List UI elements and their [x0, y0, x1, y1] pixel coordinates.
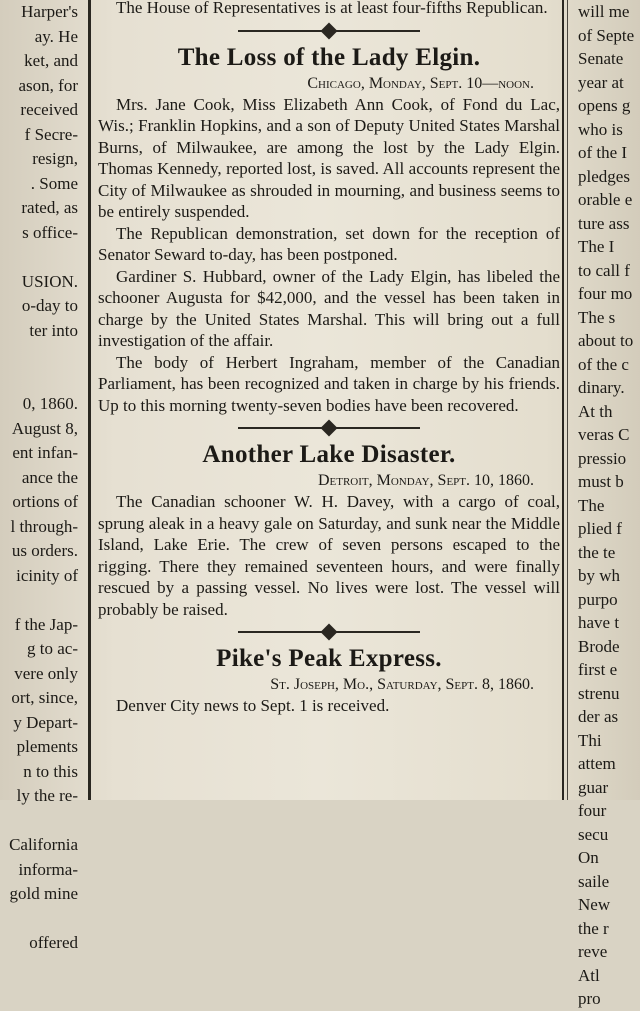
article-paragraph: The Canadian schooner W. H. Davey, with a cargo of coal, sprung aleak in a heavy gale on Saturday, and sunk near the Middle Island, Lake Erie. The crew of seven persons escaped to the rigging. There they remained seventeen hours, and were finally rescued by a passing vessel. No lives were lost. The vessel will probably be raised.: [98, 492, 560, 619]
column-text-line: o-day to: [21, 296, 78, 315]
column-text-line: ter into: [29, 320, 78, 340]
column-text-line: ason, for: [18, 75, 78, 95]
column-rule-right: [562, 0, 564, 800]
column-text-line: to call f: [578, 260, 630, 280]
column-text-line: four: [578, 801, 607, 820]
column-text-line: pledges: [578, 166, 630, 186]
column-text-line: ay. He: [34, 26, 78, 46]
column-text-line: plements: [16, 737, 78, 756]
column-text-line: strenu: [578, 683, 620, 703]
column-text-line: The s: [578, 307, 616, 327]
article-headline-lake-disaster: Another Lake Disaster.: [202, 441, 456, 468]
column-text-line: reve: [578, 942, 608, 961]
column-text-line: [0, 907, 82, 932]
column-text-line: secu: [578, 824, 609, 844]
column-text-line: attem: [578, 754, 616, 773]
column-text-line: [0, 368, 82, 393]
column-text-line: At th: [578, 401, 613, 421]
column-text-line: vere only: [14, 663, 78, 683]
column-text-line: guar: [578, 777, 609, 797]
column-text-line: first e: [578, 660, 618, 679]
column-text-line: y Depart-: [13, 712, 78, 732]
column-text-line: of Septe: [578, 25, 635, 45]
column-text-line: ket, and: [24, 51, 78, 70]
column-text-line: of the I: [578, 143, 628, 162]
column-text-line: [0, 343, 82, 368]
column-text-line: pro: [578, 989, 601, 1008]
column-text-line: ortions of: [12, 492, 78, 511]
article-dateline-detroit: Detroit, Monday, Sept. 10, 1860.: [317, 472, 534, 489]
column-text-line: The: [578, 495, 605, 515]
column-text-line: der as: [578, 707, 619, 726]
column-text-line: s office-: [22, 222, 78, 242]
column-text-line: l through-: [10, 516, 78, 536]
column-text-line: ance the: [21, 467, 78, 487]
column-text-line: rated, as: [21, 198, 78, 217]
left-column: [0, 0, 82, 952]
column-text-line: Thi: [578, 730, 602, 750]
column-text-line: f Secre-: [24, 124, 78, 144]
right-column: [574, 0, 640, 1008]
column-text-line: pressio: [578, 448, 627, 468]
column-text-line: Atl: [578, 965, 600, 985]
column-text-line: saile: [578, 871, 610, 891]
article-paragraph: The Republican demonstration, set down for the reception of Senator Seward to-day, has been postponed.: [98, 223, 560, 264]
column-text-line: have t: [578, 613, 620, 632]
article-dateline-chicago: Chicago, Monday, Sept. 10—noon.: [307, 74, 534, 92]
column-text-line: dinary.: [578, 378, 625, 397]
article-paragraph: Mrs. Jane Cook, Miss Elizabeth Ann Cook, of Fond du Lac, Wis.; Franklin Hopkins, and a son of Deputy United States Marshal Burns, of Milwaukee, are among the lost by the Lady Elgin. Thomas Kennedy, reported lost, is saved. All accounts represent the City of Milwaukee as shrouded in mourning, and business seems to be entirely suspended.: [98, 94, 560, 221]
column-text-line: 0, 1860.: [22, 394, 78, 413]
separator-rule: [98, 420, 560, 436]
intro-paragraph: The House of Representatives is at least four-fifths Republican.: [116, 0, 548, 17]
column-text-line: purpo: [578, 589, 618, 609]
column-text-line: offered: [29, 933, 78, 952]
article-headline-pikes-peak: Pike's Peak Express.: [216, 645, 442, 672]
column-text-line: opens g: [578, 96, 631, 115]
column-text-line: about to: [578, 331, 634, 350]
column-text-line: veras C: [578, 425, 630, 444]
column-text-line: f the Jap-: [14, 614, 78, 634]
column-text-line: who is: [578, 119, 623, 139]
column-text-line: us orders.: [11, 541, 78, 560]
separator-rule: [98, 624, 560, 640]
column-text-line: The I: [578, 237, 615, 256]
column-text-line: by wh: [578, 566, 621, 585]
column-text-line: will me: [578, 2, 630, 21]
column-text-line: informa-: [18, 859, 78, 879]
column-text-line: California: [9, 835, 78, 854]
column-text-line: ly the re-: [16, 786, 78, 805]
column-text-line: Harper's: [21, 2, 78, 21]
column-text-line: the te: [578, 542, 616, 562]
column-text-line: four mo: [578, 284, 633, 303]
column-text-line: icinity of: [16, 565, 78, 585]
column-text-line: n to this: [23, 761, 78, 781]
column-text-line: [0, 245, 82, 270]
article-paragraph: The body of Herbert Ingraham, member of the Canadian Parliament, has been recognized and taken in charge by his friends. Up to this morning twenty-seven bodies have been recovered.: [98, 352, 560, 415]
column-text-line: USION.: [21, 271, 78, 291]
column-rule-right-inner: [567, 0, 568, 800]
separator-rule: [98, 23, 560, 39]
column-text-line: of the c: [578, 354, 629, 374]
column-text-line: . Some: [30, 173, 78, 193]
column-text-line: [0, 588, 82, 613]
column-text-line: plied f: [578, 519, 622, 538]
column-text-line: orable e: [578, 190, 633, 209]
column-text-line: August 8,: [11, 418, 78, 438]
article-headline-lady-elgin: The Loss of the Lady Elgin.: [177, 43, 481, 71]
column-text-line: ort, since,: [11, 688, 78, 707]
column-text-line: year at: [578, 72, 624, 92]
column-text-line: On: [578, 848, 599, 867]
column-text-line: Senate: [578, 49, 624, 68]
column-text-line: [0, 809, 82, 834]
column-text-line: received: [20, 100, 78, 119]
column-text-line: Brode: [578, 636, 620, 656]
column-text-line: the r: [578, 918, 609, 938]
column-rule-left: [88, 0, 91, 800]
article-paragraph: Gardiner S. Hubbard, owner of the Lady Elgin, has libeled the schooner Augusta for $42,000, and the vessel has been taken in charge by the United States Marshal. This will bring out a full investigation of the affair.: [98, 266, 560, 350]
column-text-line: must b: [578, 472, 624, 491]
column-text-line: gold mine: [9, 884, 78, 903]
main-column: [98, 0, 560, 717]
column-text-line: ture ass: [578, 213, 630, 233]
column-text-line: New: [578, 895, 611, 914]
column-text-line: ent infan-: [12, 443, 78, 462]
article-dateline-st-joseph: St. Joseph, Mo., Saturday, Sept. 8, 1860.: [270, 676, 534, 693]
article-paragraph: Denver City news to Sept. 1 is received.: [116, 696, 390, 715]
column-text-line: g to ac-: [27, 639, 78, 658]
column-text-line: resign,: [32, 149, 78, 168]
